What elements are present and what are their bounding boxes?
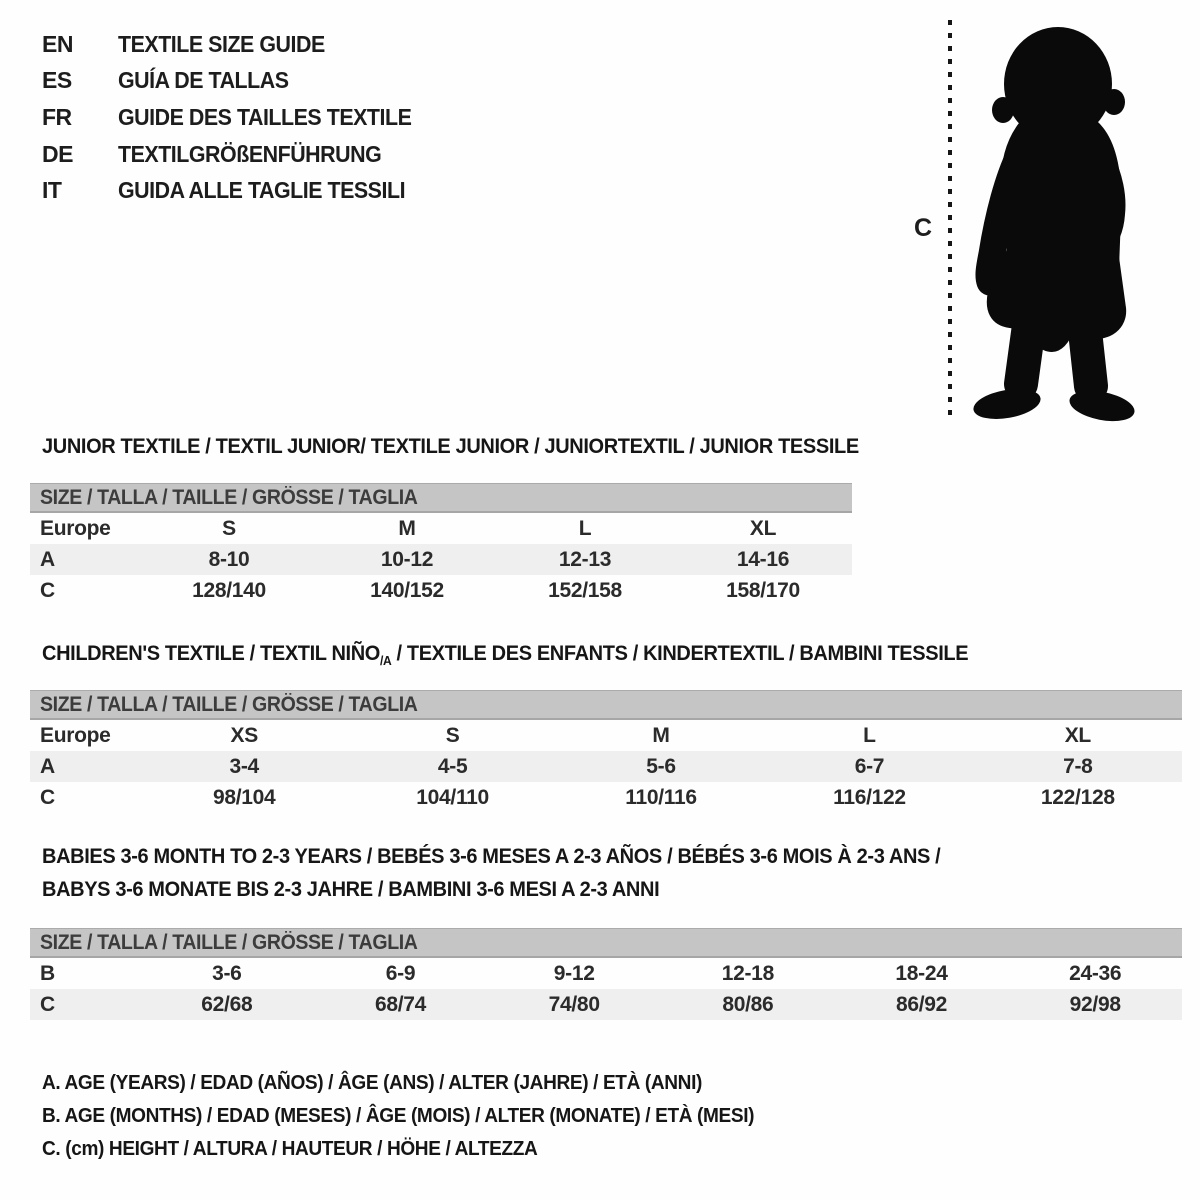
table-cell: 98/104 bbox=[212, 785, 276, 809]
lang-row-fr bbox=[42, 99, 434, 136]
row-label: Europe bbox=[40, 723, 111, 747]
table-cell: XL bbox=[749, 516, 777, 540]
babies-section-title-line2: BABYS 3-6 MONATE BIS 2-3 JAHRE / BAMBINI 3-6 MESI A 2-3 ANNI bbox=[42, 877, 660, 901]
children-title-text: / TEXTILE DES ENFANTS / KINDERTEXTIL / BAMBINI TESSILE bbox=[391, 641, 969, 665]
toddler-silhouette-icon bbox=[962, 24, 1144, 422]
lang-label: GUIDE DES TAILLES TEXTILE bbox=[118, 103, 412, 130]
row-label: B bbox=[40, 961, 55, 985]
junior-table-header bbox=[30, 483, 852, 513]
lang-code: ES bbox=[42, 67, 72, 94]
table-cell: 152/158 bbox=[548, 578, 622, 602]
table-cell: S bbox=[222, 516, 236, 540]
footnote-age-years: A. AGE (YEARS) / EDAD (AÑOS) / ÂGE (ANS) / ALTER (JAHRE) / ETÀ (ANNI) bbox=[42, 1071, 702, 1094]
table-cell: 10-12 bbox=[380, 547, 434, 571]
lang-row-es bbox=[42, 63, 434, 100]
table-cell: 6-9 bbox=[385, 961, 416, 985]
table-row bbox=[30, 958, 1182, 989]
table-cell: 74/80 bbox=[548, 992, 600, 1016]
table-cell: 24-36 bbox=[1069, 961, 1122, 985]
babies-table-header bbox=[30, 928, 1182, 958]
row-label: C bbox=[40, 785, 55, 809]
junior-size-table bbox=[30, 483, 852, 606]
table-cell: 116/122 bbox=[833, 785, 906, 809]
lang-label: GUÍA DE TALLAS bbox=[118, 67, 289, 94]
table-cell: 3-6 bbox=[212, 961, 242, 985]
table-cell: 140/152 bbox=[370, 578, 444, 602]
table-cell: 12-13 bbox=[558, 547, 612, 571]
lang-row-en bbox=[42, 26, 434, 63]
table-cell: 14-16 bbox=[736, 547, 790, 571]
table-cell: 110/116 bbox=[625, 785, 697, 809]
table-cell: L bbox=[578, 516, 592, 540]
table-cell: XL bbox=[1064, 723, 1091, 747]
footnote-age-months: B. AGE (MONTHS) / EDAD (MESES) / ÂGE (MOIS) / ALTER (MONATE) / ETÀ (MESI) bbox=[42, 1104, 755, 1127]
table-row bbox=[30, 720, 1182, 751]
table-cell: 128/140 bbox=[192, 578, 266, 602]
table-cell: 4-5 bbox=[437, 754, 468, 778]
row-label: Europe bbox=[40, 516, 111, 540]
table-cell: 86/92 bbox=[895, 992, 948, 1016]
table-cell: 68/74 bbox=[374, 992, 427, 1016]
height-measure-dashed-line bbox=[948, 20, 952, 416]
row-label: A bbox=[40, 547, 55, 571]
babies-size-table bbox=[30, 928, 1182, 1020]
lang-label: GUIDA ALLE TAGLIE TESSILI bbox=[118, 177, 406, 204]
table-row bbox=[30, 575, 852, 606]
table-row bbox=[30, 544, 852, 575]
table-row bbox=[30, 513, 852, 544]
table-cell: 62/68 bbox=[201, 992, 253, 1016]
table-cell: S bbox=[445, 723, 460, 747]
size-header-label: SIZE / TALLA / TAILLE / GRÖSSE / TAGLIA bbox=[40, 485, 418, 509]
table-cell: 12-18 bbox=[721, 961, 774, 985]
table-cell: L bbox=[863, 723, 876, 747]
lang-code: FR bbox=[42, 103, 72, 130]
children-section-title bbox=[42, 641, 968, 668]
children-size-table bbox=[30, 690, 1182, 813]
table-cell: 3-4 bbox=[229, 754, 259, 778]
table-cell: 9-12 bbox=[553, 961, 595, 985]
table-cell: 158/170 bbox=[726, 578, 800, 602]
row-label: C bbox=[40, 578, 55, 602]
table-cell: 104/110 bbox=[416, 785, 489, 809]
children-title-sub: /A bbox=[379, 653, 392, 668]
table-cell: 6-7 bbox=[854, 754, 885, 778]
table-cell: 18-24 bbox=[895, 961, 948, 985]
lang-label: TEXTILGRÖßENFÜHRUNG bbox=[118, 140, 382, 167]
children-title-text: CHILDREN'S TEXTILE / TEXTIL NIÑO bbox=[42, 641, 380, 665]
lang-code: DE bbox=[42, 140, 73, 167]
height-measure-label: C bbox=[914, 214, 933, 242]
babies-section-title-line1: BABIES 3-6 MONTH TO 2-3 YEARS / BEBÉS 3-6 MESES A 2-3 AÑOS / BÉBÉS 3-6 MOIS À 2-3 ANS / bbox=[42, 844, 941, 868]
table-row bbox=[30, 989, 1182, 1020]
table-cell: 80/86 bbox=[722, 992, 774, 1016]
table-cell: XS bbox=[230, 723, 258, 747]
junior-section-title: JUNIOR TEXTILE / TEXTIL JUNIOR/ TEXTILE JUNIOR / JUNIORTEXTIL / JUNIOR TESSILE bbox=[42, 434, 859, 458]
size-header-label: SIZE / TALLA / TAILLE / GRÖSSE / TAGLIA bbox=[40, 692, 418, 716]
table-cell: 8-10 bbox=[208, 547, 250, 571]
lang-row-de bbox=[42, 136, 434, 173]
size-header-label: SIZE / TALLA / TAILLE / GRÖSSE / TAGLIA bbox=[40, 930, 418, 954]
table-cell: M bbox=[398, 516, 416, 540]
lang-row-it bbox=[42, 172, 434, 209]
row-label: C bbox=[40, 992, 55, 1016]
lang-label: TEXTILE SIZE GUIDE bbox=[118, 30, 325, 57]
language-header bbox=[42, 26, 434, 209]
row-label: A bbox=[40, 754, 55, 778]
children-table-header bbox=[30, 690, 1182, 720]
lang-code: IT bbox=[42, 177, 62, 204]
table-row bbox=[30, 782, 1182, 813]
lang-code: EN bbox=[42, 30, 73, 57]
table-cell: M bbox=[652, 723, 670, 747]
footnote-height-cm: C. (cm) HEIGHT / ALTURA / HAUTEUR / HÖHE / ALTEZZA bbox=[42, 1137, 538, 1160]
table-row bbox=[30, 751, 1182, 782]
table-cell: 92/98 bbox=[1069, 992, 1121, 1016]
table-cell: 122/128 bbox=[1040, 785, 1115, 809]
table-cell: 5-6 bbox=[646, 754, 676, 778]
table-cell: 7-8 bbox=[1063, 754, 1093, 778]
